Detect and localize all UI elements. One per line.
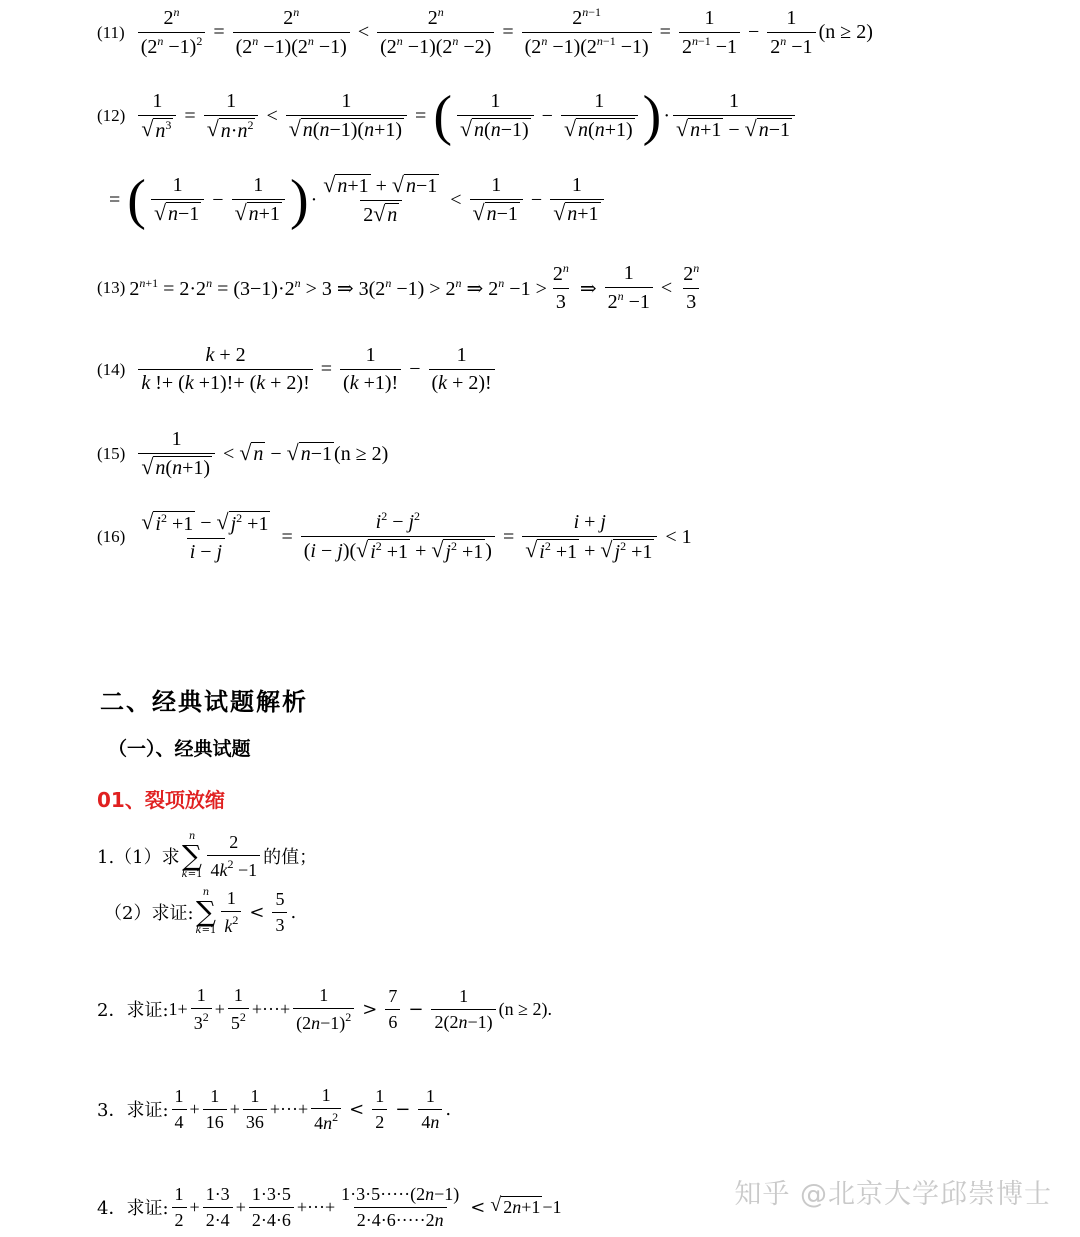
- formula-tag: (11): [97, 22, 125, 42]
- condition: (n ≥ 2).: [498, 998, 553, 1019]
- condition: (n ≥ 2): [818, 21, 873, 43]
- section-title: 二、经典试题解析: [100, 688, 308, 716]
- problem-1a: 1.（1）求 n ∑ k=1 $\frac{2}{4k^2 -1}$ 的值；: [97, 831, 318, 881]
- topic-heading: 01、裂项放缩: [97, 788, 225, 812]
- formula-tag: (15): [97, 444, 126, 463]
- formula-tag: (12): [97, 106, 126, 125]
- formula-12: (12) 1 √ $n^3$ = 1 √ $n\cdot n^2$ < 1 √ n(n−1)(n+1) = ( 1 √ n(n−1) − 1 √ n(n+1) ) · 1 √ n+1 − √ n−1: [97, 88, 798, 144]
- problem-label: 3．求证:: [97, 1100, 169, 1122]
- problem-label: 4．求证:: [97, 1198, 169, 1220]
- problem-suffix: 的值；: [263, 847, 318, 869]
- problem-label: 2．求证:: [97, 1000, 169, 1022]
- problem-label: 1.（1）求: [97, 847, 180, 869]
- formula-tag: (16): [97, 527, 126, 546]
- problem-label: （2）求证:: [104, 903, 194, 925]
- formula-tag: (13): [97, 278, 126, 297]
- condition: (n ≥ 2): [334, 442, 389, 465]
- formula-15: (15) 1 √ n(n+1) < √ n − √ n−1 (n ≥ 2): [97, 428, 389, 479]
- section-subtitle: （一）、经典试题: [108, 738, 251, 760]
- formula-tag: (14): [97, 359, 126, 379]
- formula-16: (16) √ $i^2 +1$ − √ $j^2 +1$ i − j = $i^2 - j^2$ (i − j)( √ $i^2 +1$ + √ $j^2 +1$ ) = i + j √ $i^2 +1$ + √ $j^2 +1$ < 1: [97, 508, 692, 563]
- formula-12-cont: = ( 1 √ n−1 − 1 √ n+1 ) · √ n+1 + √ n−1 2 √ n < 1 √ n−1 − 1 √ n+1: [104, 172, 607, 228]
- problem-2: 2．求证: 1+ $\frac{1}{3^2}$ + $\frac{1}{5^2}$ +···+ $\frac{1}{(2n-1)^2}$ > $\frac{7}{6}$ − $\frac{1}{2(2n-1)}$ (n ≥ 2).: [97, 985, 553, 1033]
- formula-11: (11) $\frac{2^n}{(2^n -1)^2}$ = $\frac{2^n}{(2^n -1)(2^n -1)}$ < $\frac{2^n}{(2^n -1)(2^n -2)}$ = $\frac{2^{n-1}}{(2^n -1)(2^{n-1} -1)}$ = $\frac{1}{2^{n-1} -1}$ − $\frac{1}{2^n -1}$ (n ≥ 2): [97, 5, 873, 58]
- problem-1b: （2）求证: n ∑ k=1 $\frac{1}{k^2}$ < $\frac{5}{3}$ .: [104, 887, 297, 937]
- problem-3: 3．求证: $\frac{1}{4}$ + $\frac{1}{16}$ + $\frac{1}{36}$ +···+ $\frac{1}{4n^2}$ < $\frac{1}{2}$ − $\frac{1}{4n}$ .: [97, 1085, 452, 1133]
- watermark: 知乎 @北京大学邱崇博士: [734, 1179, 1052, 1210]
- problem-4: 4．求证: $\frac{1}{2}$ + $\frac{1\cdot 3}{2\cdot 4}$ + $\frac{1\cdot 3\cdot 5}{2\cdot 4\cdot 6}$ +···+ $\frac{1\cdot 3\cdot 5\cdot\cdot\cdot\cdot\cdot(2n-1)}{2\cdot 4\cdot 6\cdot\cdot\cdot\cdot\cdot 2n}$ < √ 2n+1 −1: [97, 1184, 562, 1230]
- formula-13: (13) $2^{n+1} = 2\cdot 2^n = (3-1)\cdot 2^n > 3$ ⇒ $3(2^n -1) > 2^n$ ⇒ $2^n -1$ > $\frac{2^n}{3}$ ⇒ $\frac{1}{2^n -1}$ < $\frac{2^n}{3}$: [97, 261, 700, 313]
- formula-14: (14) $\frac{k + 2}{k !+ (k +1)!+ (k + 2)!}$ = $\frac{1}{(k +1)!}$ − $\frac{1}{(k + 2)!}$: [97, 344, 498, 395]
